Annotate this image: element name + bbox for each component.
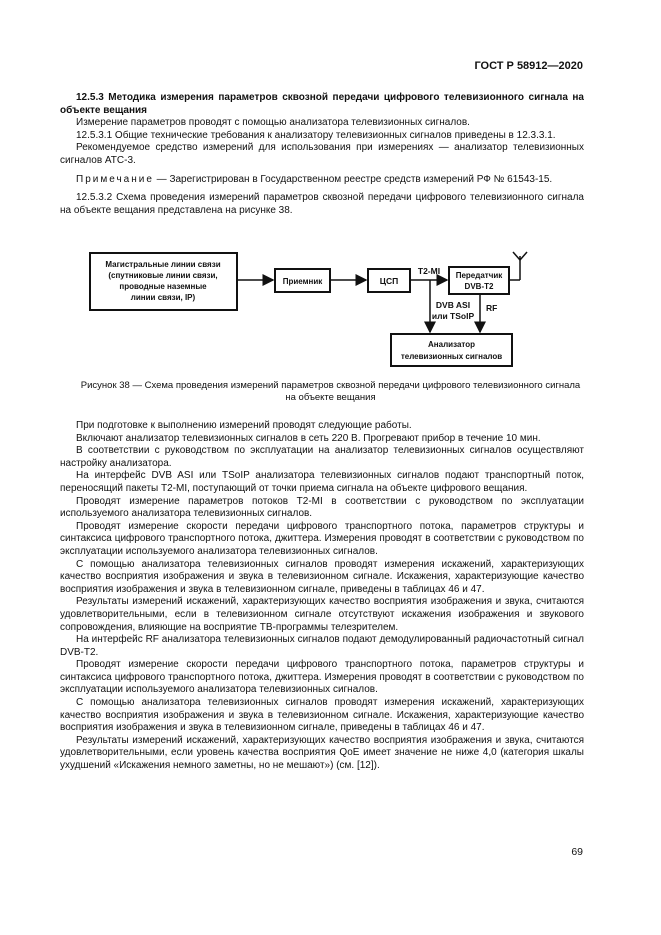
paragraph: 12.5.3.1 Общие технические требования к анализатору телевизионных сигналов приведены в 12.3.3.1. bbox=[76, 129, 556, 141]
note-text: — Зарегистрирован в Государственном реестре средств измерений РФ № 61543-15. bbox=[153, 173, 553, 185]
paragraph: Проводят измерение скорости передачи цифрового транспортного потока, параметров структуры и синтаксиса цифрового транспортного потока, джиттера. Измерения проводят в соответствии с руководством по эксплуатации используемого анализатора телевизионных сигналов. bbox=[60, 659, 584, 696]
analyzer-block bbox=[391, 334, 512, 366]
transmitter-line: DVB-T2 bbox=[464, 282, 494, 291]
paragraph: При подготовке к выполнению измерений проводят следующие работы. bbox=[76, 420, 412, 431]
paragraph: Проводят измерение скорости передачи цифрового транспортного потока, параметров структуры и синтаксиса цифрового транспортного потока, джиттера. Измерения проводят в соответствии с руководством по эксплуатации используемого анализатора телевизионных сигналов. bbox=[60, 520, 584, 557]
paragraph: С помощью анализатора телевизионных сигналов проводят измерения искажений, характеризующих качество восприятия изображения и звука в телевизионном сигнале. Искажения, характеризующие качество восприятия изображения и звука в телевизионном сигнале, приведены в таблицах 46 и 47. bbox=[60, 558, 584, 595]
source-block bbox=[90, 253, 237, 310]
paragraph: На интерфейс DVB ASI или TSoIP анализатора телевизионных сигналов подают транспортный поток, переносящий пакеты T2-MI, поступающий от точки приема сигнала на объекте цифрового вещания. bbox=[60, 470, 584, 494]
paragraph: Включают анализатор телевизионных сигналов в сеть 220 В. Прогревают прибор в течение 10 мин. bbox=[76, 432, 541, 444]
dvb-asi-label: или TSoIP bbox=[431, 311, 475, 321]
paragraph: Рекомендуемое средство измерений для использования при измерениях — анализатор телевизионных сигналов АТС-3. bbox=[60, 142, 584, 166]
csp-block bbox=[368, 269, 410, 292]
source-line: (спутниковые линии связи, bbox=[108, 271, 218, 280]
caption-line: Рисунок 38 — Схема проведения измерений параметров сквозной передачи цифрового телевизионного сигнала bbox=[80, 380, 581, 391]
receiver-block bbox=[275, 269, 330, 292]
rf-label: RF bbox=[486, 303, 498, 313]
analyzer-line: телевизионных сигналов bbox=[400, 352, 503, 361]
paragraph: На интерфейс RF анализатора телевизионных сигналов подают демодулированный радиочастотный сигнал DVB-T2. bbox=[60, 634, 584, 658]
csp-label: ЦСП bbox=[379, 276, 399, 286]
section-top bbox=[60, 92, 584, 217]
measurement-diagram bbox=[88, 248, 558, 373]
paragraph: Проводят измерение параметров потоков T2-MI в соответствии с руководством по эксплуатации используемого анализатора телевизионных сигналов. bbox=[60, 495, 584, 520]
paragraph: Измерение параметров проводят с помощью анализатора телевизионных сигналов. bbox=[76, 117, 470, 129]
figure-caption bbox=[40, 380, 621, 404]
procedure-text bbox=[60, 420, 584, 773]
transmitter-line: Передатчик bbox=[455, 271, 503, 280]
t2mi-label: T2-MI bbox=[417, 266, 441, 276]
paragraph: В соответствии с руководством по эксплуатации на анализатор телевизионных сигналов осуществляют настройку анализатора. bbox=[60, 445, 584, 469]
antenna-icon bbox=[509, 252, 527, 280]
dvb-asi-label: DVB ASI bbox=[435, 300, 471, 310]
section-title: 12.5.3 Методика измерения параметров сквозной передачи цифрового телевизионного сигнала на объекте вещания bbox=[60, 92, 584, 116]
document-id: ГОСТ Р 58912—2020 bbox=[474, 60, 583, 72]
page-number: 69 bbox=[571, 846, 583, 858]
caption-line: на объекте вещания bbox=[285, 392, 376, 403]
note-label: Примечание bbox=[76, 173, 154, 185]
note bbox=[60, 174, 584, 187]
source-line: Магистральные линии связи bbox=[105, 260, 221, 269]
source-line: линии связи, IP) bbox=[130, 293, 196, 302]
receiver-label: Приемник bbox=[282, 277, 323, 286]
paragraph: С помощью анализатора телевизионных сигналов проводят измерения искажений, характеризующих качество восприятия изображения и звука в телевизионном сигнале. Искажения, характеризующие качество восприятия изображения и звука в телевизионном сигнале, приведены в таблицах 46 и 47. bbox=[60, 697, 584, 734]
paragraph: Результаты измерений искажений, характеризующих качество восприятия изображения и звука, считаются удовлетворительными, если уровень качества восприятия QoE имеет значение не ниже 4,0 (категория шкалы ухудшений «Искажения немного заметны, но не мешают») (см. [12]). bbox=[60, 734, 584, 772]
analyzer-line: Анализатор bbox=[428, 340, 475, 349]
paragraph: 12.5.3.2 Схема проведения измерений параметров сквозной передачи цифрового телевизионного сигнала на объекте вещания представлена на рисунке 38. bbox=[60, 192, 584, 216]
transmitter-block bbox=[449, 267, 509, 294]
paragraph: Результаты измерений искажений, характеризующих качество восприятия изображения и звука, считаются удовлетворительными, если в телевизионном сигнале отсутствуют искажения изображения и звукового сопровождения, влияющие на восприятие ТВ-программы телезрителем. bbox=[60, 596, 584, 633]
source-line: проводные наземные bbox=[119, 282, 207, 291]
